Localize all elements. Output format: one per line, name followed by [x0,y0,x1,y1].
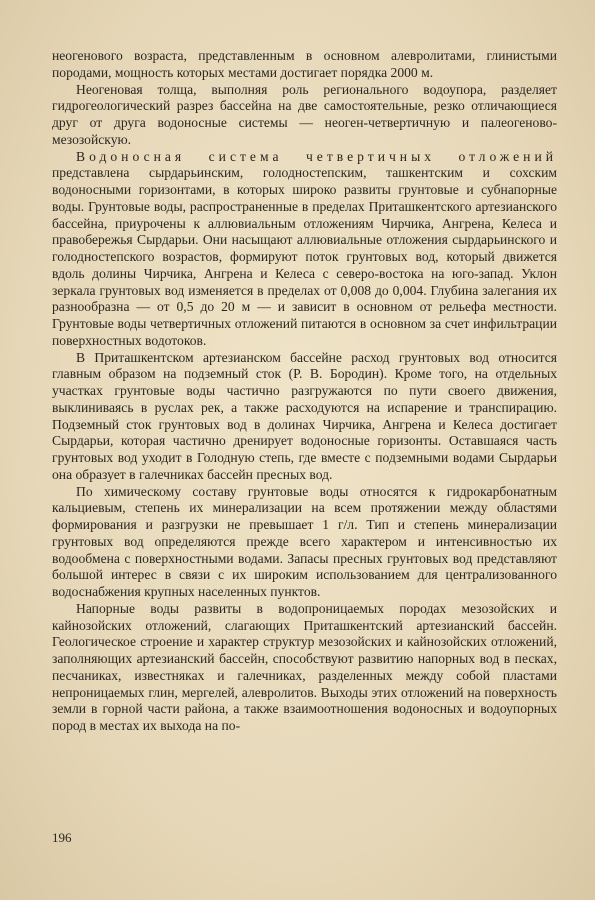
paragraph-3-spaced-lead: Водоносная система четвертичных отложений [76,148,557,164]
paragraph-6: Напорные воды развиты в водопроницаемых породах мезозойских и кайнозойских отложений, слагающих Приташкентский артезианский бассейн. Геологическое строение и характер структур мезозойских и кайнозойских отложений, заполняющих артезианский бассейн, способствуют развитию напорных вод в песках, песчаниках, известняках и галечниках, разделенных между собой пластами непроницаемых глин, мергелей, алевролитов. Выходы этих отложений на поверхность земли в горной части района, а также взаимоотношения водоносных и водоупорных пород в местах их выхода на по- [52,600,557,733]
paragraph-4: В Приташкентском артезианском бассейне расход грунтовых вод относится главным образом на подземный сток (Р. В. Бородин). Кроме того, на отдельных участках грунтовые воды частично разгружаются по пути своего движения, выклиниваясь в руслах рек, а также расходуются на испарение и транспирацию. Подземный сток грунтовых вод в долинах Чирчика, Ангрена и Келеса достигает Сырдарьи, которая частично дренирует водоносные горизонты. Оставшаяся часть грунтовых вод уходит в Голодную степь, где вместе с подземными водами Сырдарьи она образует в галечниках бассейн пресных вод. [52,349,557,482]
paragraph-3-body: представлена сырдарьинским, голодностепским, ташкентским и сохским водоносными горизонтами, в которых широко развиты грунтовые и субнапорные воды. Грунтовые воды, распространенные в пределах Приташкентского артезианского бассейна, приурочены к аллювиальным отложениям Чирчика, Ангрена, Келеса и правобережья Сырдарьи. Они насыщают аллювиальные отложения сырдарьинского и голодностепского возрастов, формируют поток грунтовых вод, который движется вдоль долины Чирчика, Ангрена и Келеса с северо-востока на юго-запад. Уклон зеркала грунтовых вод изменяется в пределах от 0,008 до 0,004. Глубина залегания их разнообразна — от 0,5 до 20 м — и зависит в основном от рельефа местности. Грунтовые воды четвертичных отложений питаются в основном за счет инфильтрации поверхностных водотоков. [52,165,557,348]
page-number: 196 [52,830,72,845]
paragraph-2: Неогеновая толща, выполняя роль регионального водоупора, разделяет гидрогеологический разрез бассейна на две самостоятельные, резко отличающиеся друг от друга водоносные системы — неоген-четвертичную и палеогеново-мезозойскую. [52,81,557,147]
page-text [52,48,557,735]
paragraph-1: неогенового возраста, представленным в основном алевролитами, глинистыми породами, мощность которых местами достигает порядка 2000 м. [52,48,557,80]
paragraph-3 [52,149,557,350]
paragraph-5: По химическому составу грунтовые воды относятся к гидрокарбонатным кальциевым, степень их минерализации на всем протяжении между областями формирования и разгрузки не превышает 1 г/л. Тип и степень минерализации грунтовых вод определяются прежде всего характером и интенсивностью их водообмена с поверхностными водами. Запасы пресных грунтовых вод представляют большой интерес в связи с их широким использованием для централизованного водоснабжения крупных населенных пунктов. [52,483,557,599]
